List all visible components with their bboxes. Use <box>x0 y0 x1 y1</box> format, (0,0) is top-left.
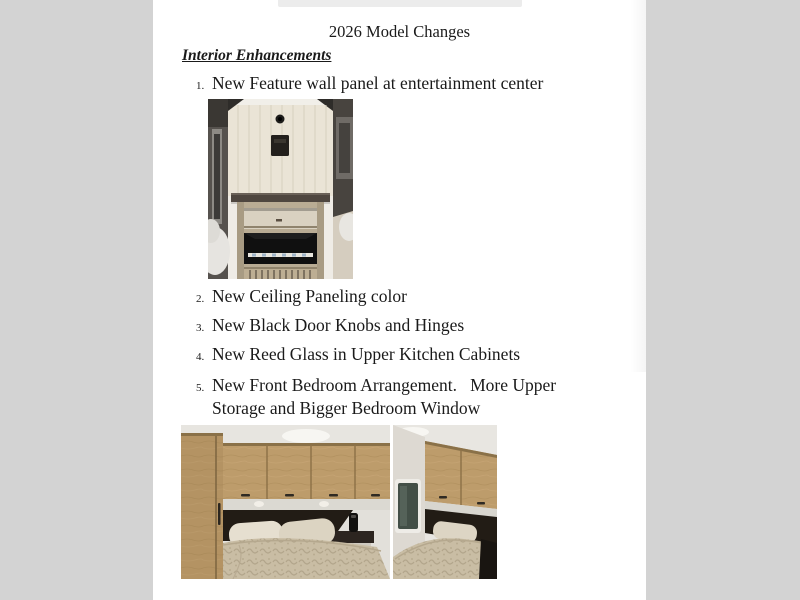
ceiling-light <box>282 429 330 443</box>
list-item-number: 4. <box>196 351 205 363</box>
list-item-5 <box>196 374 556 420</box>
photo-divider <box>390 425 393 579</box>
list-item-3 <box>196 314 464 340</box>
tv-mount <box>271 135 289 156</box>
list-item-1 <box>196 72 543 98</box>
page-title: 2026 Model Changes <box>328 22 471 41</box>
right-wall-window <box>333 99 353 279</box>
valance-light-strip <box>223 499 390 510</box>
entertainment-center-photo <box>208 99 353 279</box>
list-item-number: 5. <box>196 382 205 394</box>
bedroom-window <box>395 479 421 533</box>
list-item-text: New Reed Glass in Upper Kitchen Cabinets <box>212 344 521 364</box>
list-item-2 <box>196 285 407 311</box>
fireplace <box>244 233 317 264</box>
overhead-cabinets <box>223 443 390 499</box>
feature-wall-panel <box>228 99 333 196</box>
list-item-number: 1. <box>196 80 205 92</box>
wardrobe <box>181 433 223 579</box>
cropped-image-remnant <box>278 0 522 7</box>
list-item-text <box>212 374 556 420</box>
list-item-text: New Black Door Knobs and Hinges <box>212 315 465 335</box>
entertainment-cabinet <box>237 202 324 279</box>
bedroom-view-right <box>393 425 497 579</box>
page-edge-shade <box>630 0 646 372</box>
left-wall-window <box>208 99 230 279</box>
list-item-text: New Feature wall panel at entertainment center <box>212 73 544 93</box>
side-cabinet <box>479 539 497 579</box>
list-item-text: New Ceiling Paneling color <box>212 286 407 306</box>
section-heading-interior-enhancements: Interior Enhancements <box>182 47 332 64</box>
bedroom-photo <box>181 425 497 579</box>
storage-rack <box>244 267 317 279</box>
list-item-text-line-2: Storage and Bigger Bedroom Window <box>212 398 481 418</box>
open-shelf-niche <box>244 208 317 229</box>
document-page <box>153 0 646 600</box>
bedroom-view-left <box>181 425 390 579</box>
list-item-text-line-1: New Front Bedroom Arrangement. More Upper <box>212 375 557 395</box>
list-item-number: 3. <box>196 322 205 334</box>
list-item-4 <box>196 343 520 369</box>
list-item-number: 2. <box>196 293 205 305</box>
